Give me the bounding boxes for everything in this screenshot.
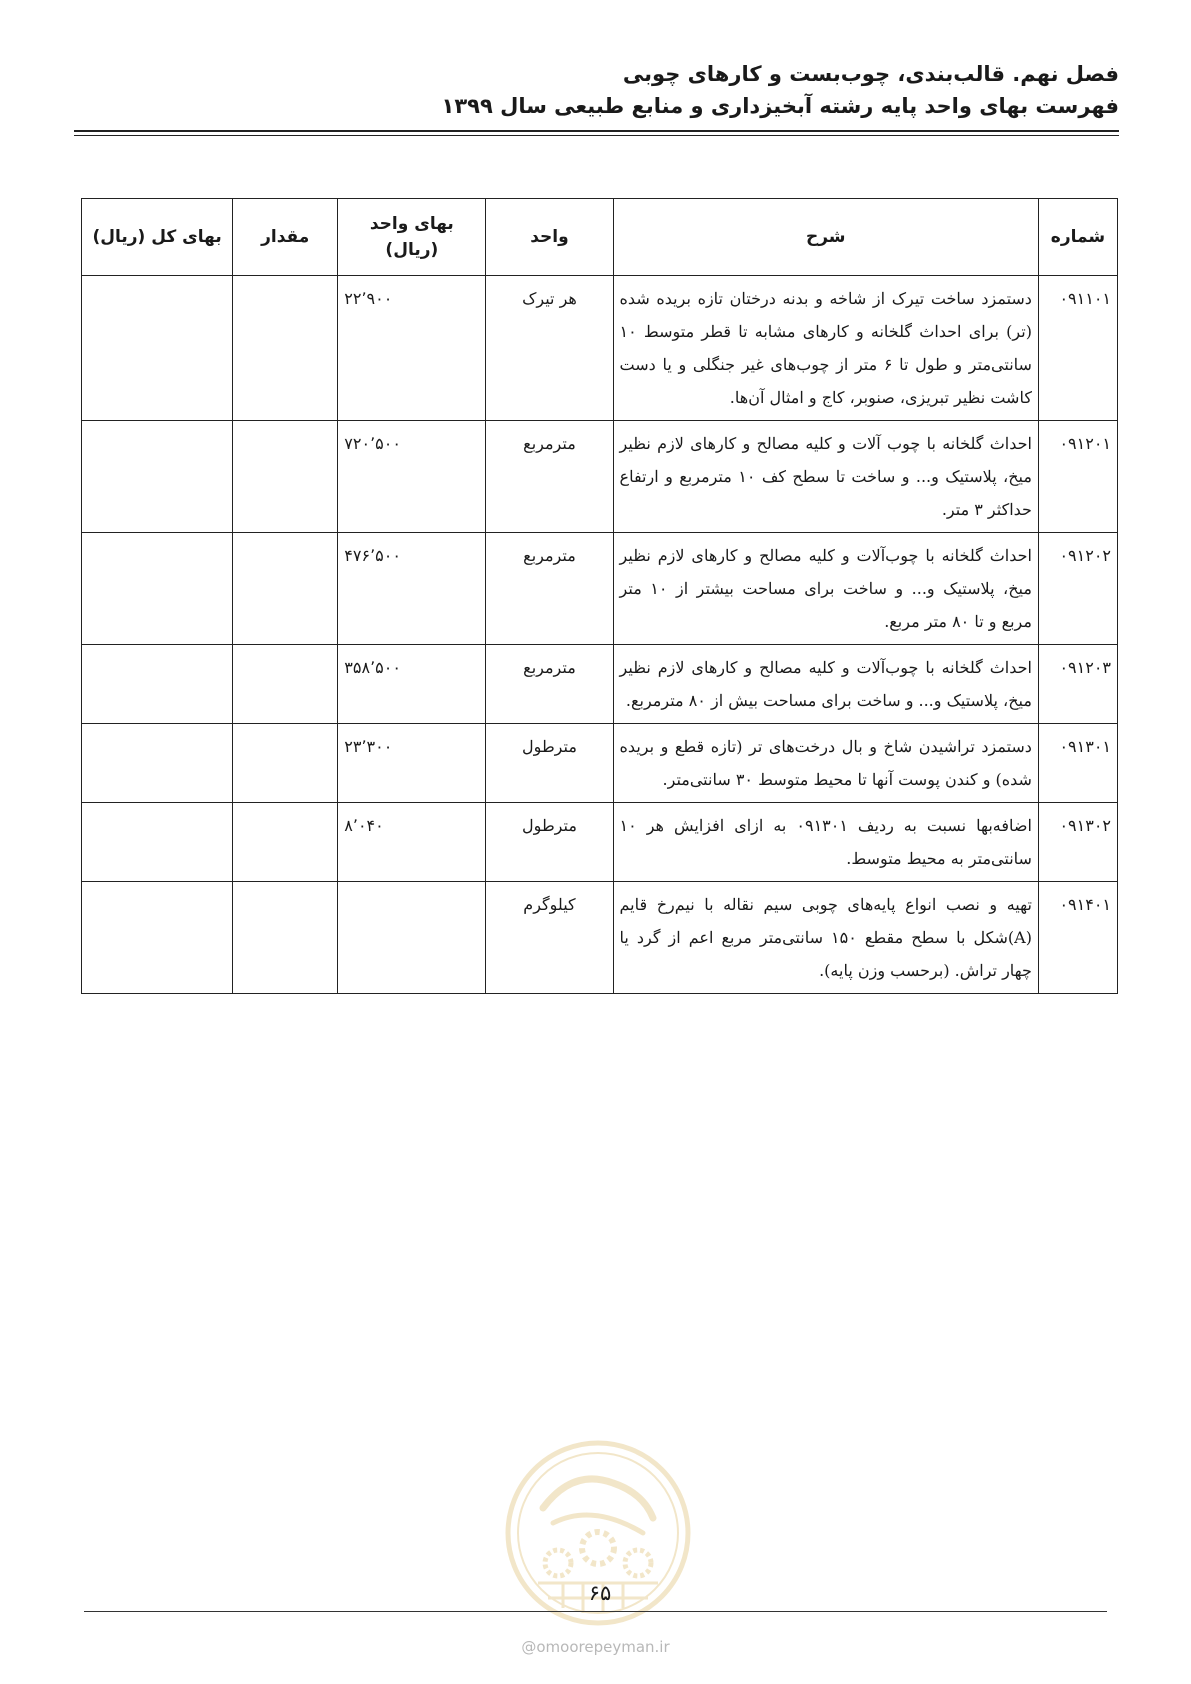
- page-header: [442, 58, 1119, 122]
- item-unit: مترطول: [486, 803, 613, 882]
- item-code: ۰۹۱۳۰۱: [1038, 724, 1117, 803]
- price-list-title: فهرست بهای واحد پایه رشته آبخیزداری و منابع طبیعی سال ۱۳۹۹: [441, 94, 1119, 118]
- item-description: احداث گلخانه با چوب‌آلات و کلیه مصالح و کارهای لازم نظیر میخ، پلاستیک و... و ساخت برای مساحت بیشتر از ۱۰ متر مربع و تا ۸۰ متر مربع.: [613, 533, 1038, 645]
- item-quantity: [233, 276, 338, 421]
- table-row: [82, 645, 1118, 724]
- item-unit: مترمربع: [486, 645, 613, 724]
- item-quantity: [233, 645, 338, 724]
- item-description: اضافه‌بها نسبت به ردیف ۰۹۱۳۰۱ به ازای افزایش هر ۱۰ سانتی‌متر به محیط متوسط.: [613, 803, 1038, 882]
- item-total-price: [82, 645, 233, 724]
- column-header-quantity: مقدار: [233, 199, 338, 276]
- table-row: [82, 882, 1118, 994]
- item-unit-price: ۲۲٬۹۰۰: [338, 276, 486, 421]
- column-header-unit: واحد: [486, 199, 613, 276]
- item-total-price: [82, 533, 233, 645]
- item-code: ۰۹۱۴۰۱: [1038, 882, 1117, 994]
- price-table: [81, 198, 1118, 994]
- item-unit-price: ۴۷۶٬۵۰۰: [338, 533, 486, 645]
- item-unit-price: [338, 882, 486, 994]
- item-unit: هر تیرک: [486, 276, 613, 421]
- item-unit-price: ۲۳٬۳۰۰: [338, 724, 486, 803]
- item-unit-price: ۷۲۰٬۵۰۰: [338, 421, 486, 533]
- table-row: [82, 803, 1118, 882]
- item-unit: مترمربع: [486, 421, 613, 533]
- table-row: [82, 724, 1118, 803]
- table-row: [82, 421, 1118, 533]
- item-quantity: [233, 533, 338, 645]
- footer-rule: [84, 1611, 1107, 1612]
- table-header-row: [82, 199, 1118, 276]
- item-total-price: [82, 276, 233, 421]
- website-link[interactable]: @omoorepeyman.ir: [521, 1638, 670, 1656]
- column-header-unit-price: [338, 199, 486, 276]
- item-unit-price: ۸٬۰۴۰: [338, 803, 486, 882]
- item-total-price: [82, 724, 233, 803]
- item-quantity: [233, 882, 338, 994]
- column-header-description: شرح: [613, 199, 1038, 276]
- item-quantity: [233, 724, 338, 803]
- chapter-title: فصل نهم. قالب‌بندی، چوب‌بست و کارهای چوبی: [622, 62, 1119, 86]
- column-header-number: شماره: [1038, 199, 1117, 276]
- item-unit-price: ۳۵۸٬۵۰۰: [338, 645, 486, 724]
- item-code: ۰۹۱۲۰۲: [1038, 533, 1117, 645]
- item-unit: مترطول: [486, 724, 613, 803]
- item-quantity: [233, 421, 338, 533]
- item-unit: مترمربع: [486, 533, 613, 645]
- item-code: ۰۹۱۳۰۲: [1038, 803, 1117, 882]
- header-rule-thin: [74, 135, 1119, 136]
- item-total-price: [82, 882, 233, 994]
- table-row: [82, 276, 1118, 421]
- item-total-price: [82, 803, 233, 882]
- item-total-price: [82, 421, 233, 533]
- item-description: احداث گلخانه با چوب آلات و کلیه مصالح و کارهای لازم نظیر میخ، پلاستیک و... و ساخت تا سطح کف ۱۰ مترمربع و ارتفاع حداکثر ۳ متر.: [613, 421, 1038, 533]
- unit-price-header-line2: (ریال): [385, 240, 439, 260]
- item-unit: کیلوگرم: [486, 882, 613, 994]
- item-description: دستمزد تراشیدن شاخ و بال درخت‌های تر (تازه قطع و بریده شده) و کندن پوست آنها تا محیط متوسط ۳۰ سانتی‌متر.: [613, 724, 1038, 803]
- table-row: [82, 533, 1118, 645]
- item-description: تهیه و نصب انواع پایه‌های چوبی سیم نقاله با نیم‌رخ قایم (A)شکل با سطح مقطع ۱۵۰ سانتی‌متر مربع اعم از گرد یا چهار تراش. (برحسب وزن پایه).: [613, 882, 1038, 994]
- unit-price-header-line1: بهای واحد: [369, 214, 454, 234]
- item-description: احداث گلخانه با چوب‌آلات و کلیه مصالح و کارهای لازم نظیر میخ، پلاستیک و... و ساخت برای مساحت بیش از ۸۰ مترمربع.: [613, 645, 1038, 724]
- column-header-total-price: بهای کل (ریال): [82, 199, 233, 276]
- item-code: ۰۹۱۱۰۱: [1038, 276, 1117, 421]
- item-code: ۰۹۱۲۰۱: [1038, 421, 1117, 533]
- item-code: ۰۹۱۲۰۳: [1038, 645, 1117, 724]
- item-quantity: [233, 803, 338, 882]
- page-number: ۶۵: [588, 1581, 612, 1605]
- item-description: دستمزد ساخت تیرک از شاخه و بدنه درختان تازه بریده شده (تر) برای احداث گلخانه و کارهای مشابه تا قطر متوسط ۱۰ سانتی‌متر و طول تا ۶ متر از چوب‌های غیر جنگلی و یا دست کاشت نظیر تبریزی، صنوبر، کاج و امثال آن‌ها.: [613, 276, 1038, 421]
- header-rule-thick: [74, 130, 1119, 132]
